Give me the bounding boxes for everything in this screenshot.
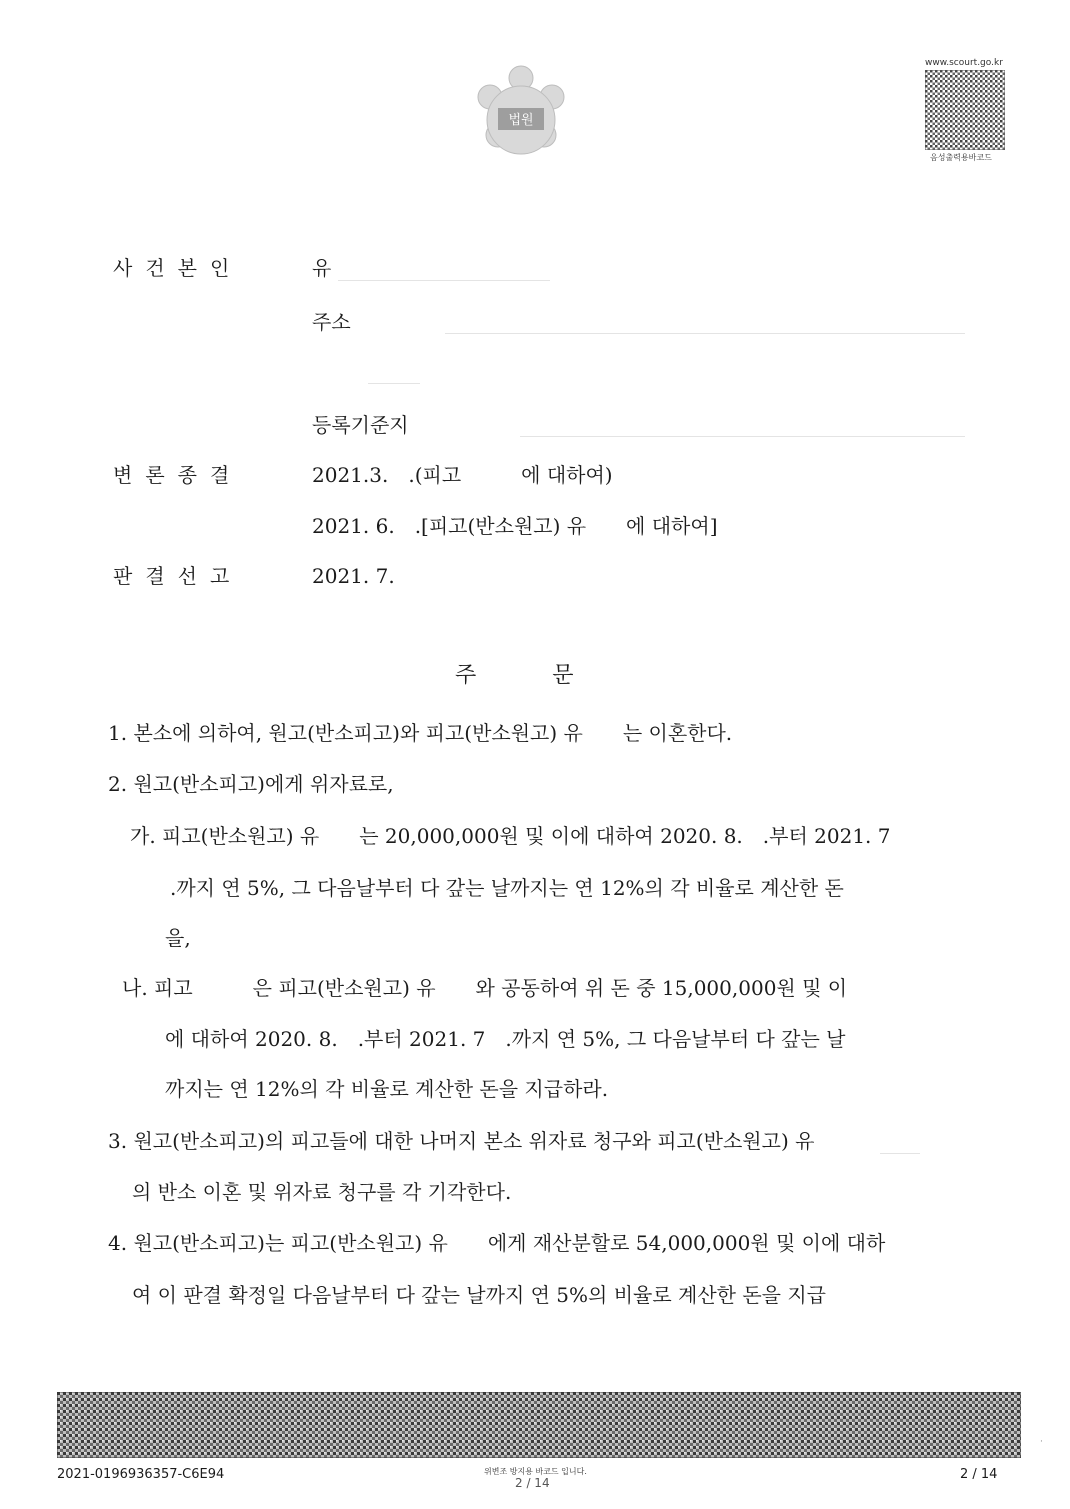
closing-date-2: 2021. 6. .[피고(반소원고) 유 에 대하여]	[312, 514, 718, 538]
redaction-mark	[338, 280, 550, 281]
court-seal-icon	[468, 65, 574, 169]
barcode-note: 위변조 방지용 바코드 입니다.	[484, 1467, 587, 1476]
redaction-mark	[368, 383, 420, 384]
principal-label: 사건본인	[113, 256, 243, 280]
order-item-4-line-1: 4. 원고(반소피고)는 피고(반소원고) 유 에게 재산분할로 54,000,000원 및 이에 대하	[108, 1231, 886, 1255]
principal-name: 유	[312, 256, 332, 280]
order-item-2: 2. 원고(반소피고)에게 위자료로,	[108, 772, 394, 796]
order-title-right: 문	[552, 663, 574, 688]
order-item-4-line-2: 여 이 판결 확정일 다음날부터 다 갚는 날까지 연 5%의 비율로 계산한 돈을 지급	[132, 1283, 826, 1307]
page-number-center: 2 / 14	[515, 1476, 550, 1490]
closing-date-1: 2021.3. .(피고 에 대하여)	[312, 463, 613, 487]
document-id: 2021-0196936357-C6E94	[57, 1467, 225, 1482]
closing-label: 변론종결	[113, 463, 243, 487]
order-item-3-line-1: 3. 원고(반소피고)의 피고들에 대한 나머지 본소 위자료 청구와 피고(반소원고) 유	[108, 1129, 815, 1153]
voice-output-barcode-icon	[925, 70, 1005, 150]
redaction-mark	[445, 333, 965, 334]
judgment-date: 2021. 7.	[312, 564, 395, 588]
redaction-mark	[880, 1153, 920, 1154]
order-item-2b-line-3: 까지는 연 12%의 각 비율로 계산한 돈을 지급하라.	[165, 1077, 609, 1101]
address-label: 주소	[312, 310, 351, 334]
order-item-2a-line-3: 을,	[165, 926, 191, 950]
qr-url: www.scourt.go.kr	[925, 58, 1003, 68]
page-number-right: 2 / 14	[960, 1467, 998, 1482]
registry-label: 등록기준지	[312, 413, 409, 437]
order-item-1: 1. 본소에 의하여, 원고(반소피고)와 피고(반소원고) 유 는 이혼한다.	[108, 721, 733, 745]
order-item-2a-line-2: .까지 연 5%, 그 다음날부터 다 갚는 날까지는 연 12%의 각 비율로 계산한 돈	[170, 876, 844, 900]
order-item-3-line-2: 의 반소 이혼 및 위자료 청구를 각 기각한다.	[132, 1180, 512, 1204]
edge-mark: ·	[1040, 1437, 1043, 1447]
order-item-2b-line-1: 나. 피고 은 피고(반소원고) 유 와 공동하여 위 돈 중 15,000,000원 및 이	[122, 976, 848, 1000]
order-item-2b-line-2: 에 대하여 2020. 8. .부터 2021. 7 .까지 연 5%, 그 다음날부터 다 갚는 날	[165, 1027, 846, 1051]
order-item-2a-line-1: 가. 피고(반소원고) 유 는 20,000,000원 및 이에 대하여 2020. 8. .부터 2021. 7	[130, 824, 891, 848]
order-title-left: 주	[455, 663, 477, 688]
court-seal-text: 법원	[508, 113, 534, 128]
anti-forgery-barcode-icon	[57, 1392, 1021, 1458]
redaction-mark	[520, 436, 965, 437]
judgment-label: 판결선고	[113, 564, 243, 588]
qr-caption: 음성출력용바코드	[930, 153, 992, 162]
order-title	[455, 665, 574, 687]
